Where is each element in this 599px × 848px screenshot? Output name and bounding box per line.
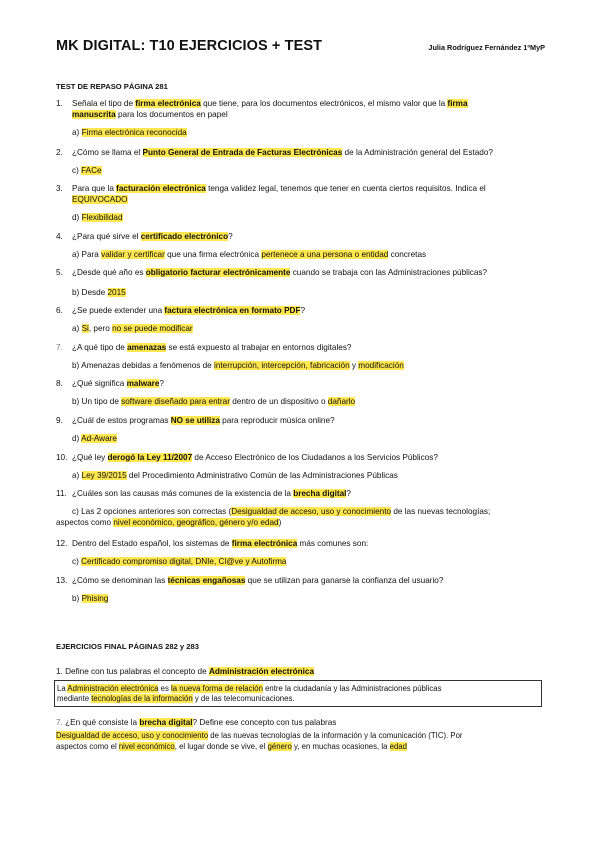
question-7: 7. ¿A qué tipo de amenazas se está expuesto al trabajar en entornos digitales? [56, 343, 352, 352]
question-11: 11. ¿Cuáles son las causas más comunes de la existencia de la brecha digital? [56, 489, 351, 498]
answer-6: a) Si, pero no se puede modificar [72, 324, 193, 333]
answer-4: a) Para validar y certificar que una firma electrónica pertenece a una persona o entidad concretas [72, 250, 427, 259]
answer-7: b) Amenazas debidas a fenómenos de interrupción, intercepción, fabricación y modificación [72, 361, 404, 370]
exercise-7-question: 7. ¿En qué consiste la brecha digital? Define ese concepto con tus palabras [56, 718, 337, 727]
answer-10: a) Ley 39/2015 del Procedimiento Administrativo Común de las Administraciones Públicas [72, 471, 398, 480]
question-2: 2. ¿Cómo se llama el Punto General de Entrada de Facturas Electrónicas de la Administración general del Estado? [56, 148, 493, 157]
section-heading-test: TEST DE REPASO PÁGINA 281 [56, 82, 168, 91]
exercise-7-answer-line-2: aspectos como el nivel económico, el lugar donde se vive, el género y, en muchas ocasiones, la edad [56, 742, 407, 751]
question-3-cont: EQUIVOCADO [72, 195, 128, 204]
exercise-7-answer-line-1: Desigualdad de acceso, uso y conocimiento de las nuevas tecnologías de la información y la comunicación (TIC). Por [56, 731, 463, 740]
exercise-1-answer-line-1: La Administración electrónica es la nueva forma de relación entre la ciudadanía y las Administraciones públicas [57, 684, 442, 693]
question-1-cont: manuscrita para los documentos en papel [72, 110, 228, 119]
answer-2: c) FACe [72, 166, 102, 175]
question-3: 3. Para que la facturación electrónica tenga validez legal, tenemos que tener en cuenta ciertos requisitos. Indica el [56, 184, 486, 193]
section-heading-exercises: EJERCICIOS FINAL PÁGINAS 282 y 283 [56, 642, 199, 651]
question-8: 8. ¿Qué significa malware? [56, 379, 164, 388]
question-12: 12. Dentro del Estado español, los sistemas de firma electrónica más comunes son: [56, 539, 369, 548]
question-1: 1. Señala el tipo de firma electrónica que tiene, para los documentos electrónicos, el mismo valor que la firma [56, 99, 468, 108]
exercise-1-answer-box [54, 680, 542, 707]
question-4: 4. ¿Para qué sirve el certificado electrónico? [56, 232, 233, 241]
exercise-7-answer [56, 730, 546, 752]
answer-11: c) Las 2 opciones anteriores son correctas (Desigualdad de acceso, uso y conocimiento de las nuevas tecnologías; [72, 507, 491, 516]
question-6: 6. ¿Se puede extender una factura electrónica en formato PDF? [56, 306, 306, 315]
answer-8: b) Un tipo de software diseñado para entrar dentro de un dispositivo o dañarlo [72, 397, 356, 406]
question-9: 9. ¿Cuál de estos programas NO se utiliza para reproducir música online? [56, 416, 335, 425]
exercise-1-question: 1. Define con tus palabras el concepto de Administración electrónica [56, 667, 315, 676]
answer-12: c) Certificado compromiso digital, DNIe, Cl@ve y Autofirma [72, 557, 287, 566]
exercise-1-answer-line-2: mediante tecnologías de la información y de las telecomunicaciones. [57, 694, 295, 703]
answer-1: a) Firma electrónica reconocida [72, 128, 187, 137]
answer-5: b) Desde 2015 [72, 288, 126, 297]
question-13: 13. ¿Cómo se denominan las técnicas engañosas que se utilizan para ganarse la confianza del usuario? [56, 576, 444, 585]
answer-13: b) Phising [72, 594, 109, 603]
author-name: Julia Rodríguez Fernández 1ºMyP [428, 43, 545, 52]
answer-9: d) Ad-Aware [72, 434, 117, 443]
answer-3: d) Flexibilidad [72, 213, 123, 222]
answer-11-cont: aspectos como nivel económico, geográfico, género y/o edad) [56, 518, 282, 527]
question-5: 5. ¿Desde qué año es obligatorio facturar electrónicamente cuando se trabaja con las Administraciones públicas? [56, 268, 488, 277]
question-10: 10. ¿Qué ley derogó la Ley 11/2007 de Acceso Electrónico de los Ciudadanos a los Servicios Públicos? [56, 453, 438, 462]
document-title: MK DIGITAL: T10 EJERCICIOS + TEST [56, 38, 323, 54]
